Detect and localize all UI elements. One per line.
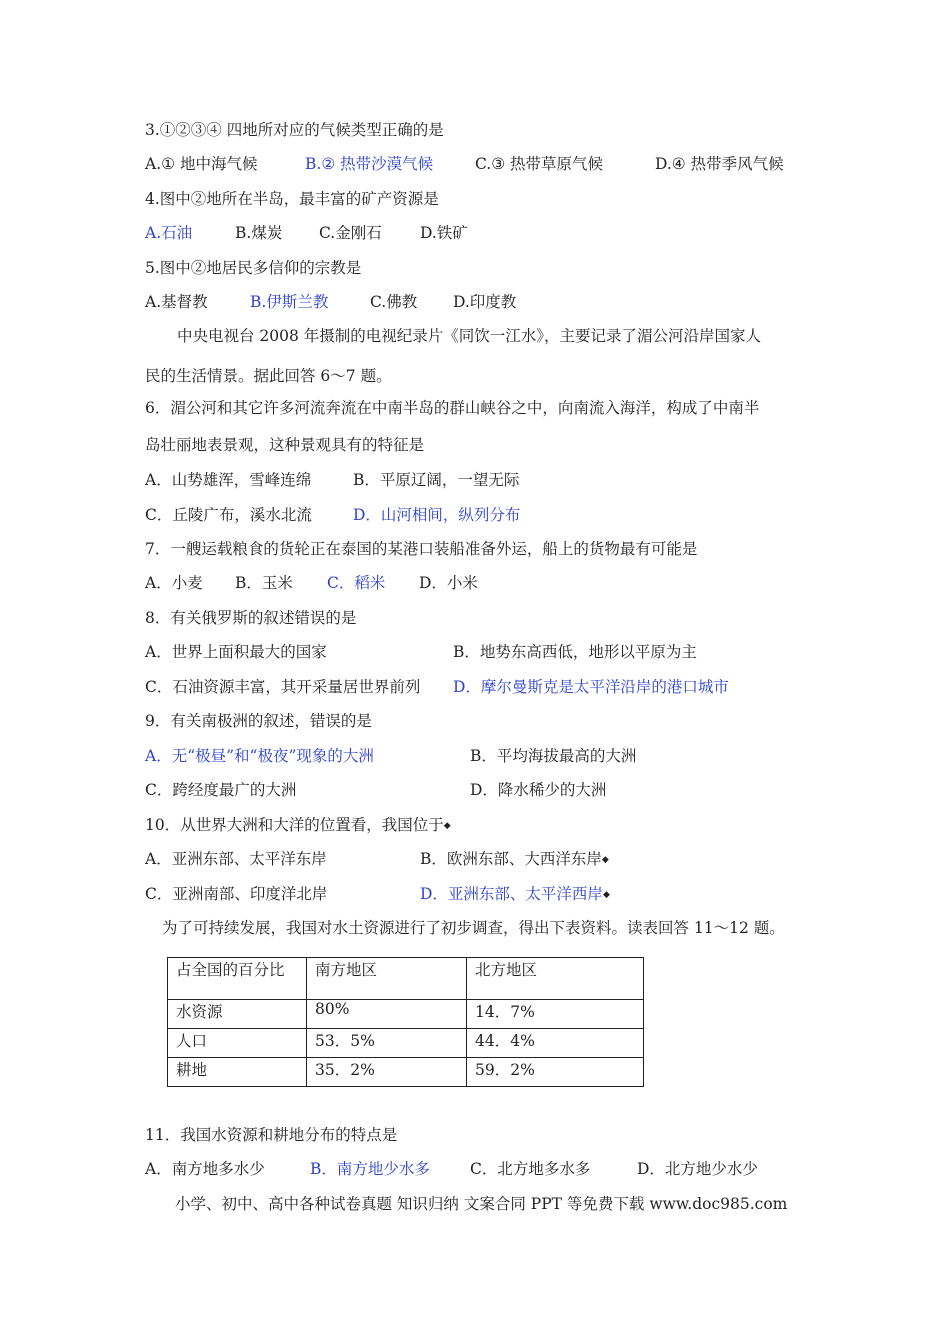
- q11-stem: 11．我国水资源和耕地分布的特点是: [145, 1126, 398, 1144]
- q7-option-b: B．玉米: [235, 574, 293, 592]
- table-header-cell: 南方地区: [307, 958, 467, 1000]
- q11-option-d: D．北方地少水少: [637, 1160, 758, 1178]
- diamond-mark-icon: ◆: [602, 890, 610, 900]
- q6-option-a: A．山势雄浑，雪峰连绵: [145, 471, 312, 489]
- passage1-line1: 中央电视台 2008 年摄制的电视纪录片《同饮一江水》，主要记录了湄公河沿岸国家人: [177, 327, 762, 345]
- table-cell: 人口: [168, 1029, 307, 1058]
- passage1-line2: 民的生活情景。据此回答 6～7 题。: [145, 367, 392, 385]
- q8-stem: 8．有关俄罗斯的叙述错误的是: [145, 609, 357, 627]
- q11-option-b: B．南方地少水多: [310, 1160, 430, 1178]
- diamond-mark-icon: ◆: [443, 821, 451, 831]
- q10-option-c: C．亚洲南部、印度洋北岸: [145, 885, 328, 903]
- q3-option-a: A.① 地中海气候: [145, 155, 258, 173]
- q6-stem-line1: 6．湄公河和其它许多河流奔流在中南半岛的群山峡谷之中，向南流入海洋，构成了中南半: [145, 399, 760, 417]
- q5-option-c: C.佛教: [370, 293, 418, 311]
- q5-option-d: D.印度教: [453, 293, 517, 311]
- table-cell: 水资源: [168, 1000, 307, 1029]
- table-header-cell: 占全国的百分比: [168, 958, 307, 1000]
- q8-option-c: C．石油资源丰富，其开采量居世界前列: [145, 678, 421, 696]
- q6-option-d: D．山河相间，纵列分布: [353, 506, 521, 524]
- q9-option-d: D．降水稀少的大洲: [470, 781, 607, 799]
- passage2: 为了可持续发展，我国对水土资源进行了初步调查，得出下表资料。读表回答 11～12 题。: [162, 919, 785, 937]
- q9-option-b: B．平均海拔最高的大洲: [470, 747, 637, 765]
- q10-option-b: B．欧洲东部、大西洋东岸: [420, 850, 602, 868]
- q10-option-d-wrap: [420, 884, 610, 905]
- q7-option-a: A．小麦: [145, 574, 203, 592]
- page-footer: 小学、初中、高中各种试卷真题 知识归纳 文案合同 PPT 等免费下载 www.doc985.com: [175, 1195, 788, 1213]
- q10-option-b-wrap: [420, 849, 609, 870]
- q9-option-a: A．无“极昼”和“极夜”现象的大洲: [145, 747, 374, 765]
- q4-option-d: D.铁矿: [420, 224, 468, 242]
- table-cell: 14．7%: [467, 1000, 644, 1029]
- q10-stem: 10．从世界大洲和大洋的位置看，我国位于: [145, 816, 444, 834]
- diamond-mark-icon: ◆: [601, 855, 609, 865]
- q3-option-d: D.④ 热带季风气候: [655, 155, 784, 173]
- q11-option-a: A．南方地多水少: [145, 1160, 265, 1178]
- q8-option-d: D．摩尔曼斯克是太平洋沿岸的港口城市: [453, 678, 729, 696]
- water-land-table: [167, 957, 644, 1087]
- table-row: [168, 1029, 644, 1058]
- q8-option-a: A．世界上面积最大的国家: [145, 643, 327, 661]
- table-cell: 80%: [307, 1000, 467, 1029]
- q3-option-c: C.③ 热带草原气候: [475, 155, 604, 173]
- table-row: [168, 1000, 644, 1029]
- q7-option-d: D．小米: [419, 574, 478, 592]
- q7-option-c: C．稻米: [327, 574, 386, 592]
- q10-option-a: A．亚洲东部、太平洋东岸: [145, 850, 327, 868]
- table-row: [168, 1058, 644, 1087]
- q4-option-a: A.石油: [145, 224, 193, 242]
- q6-option-b: B．平原辽阔，一望无际: [353, 471, 520, 489]
- q5-stem: 5.图中②地居民多信仰的宗教是: [145, 259, 362, 277]
- table-cell: 53．5%: [307, 1029, 467, 1058]
- table-header-row: [168, 958, 644, 1000]
- q5-option-a: A.基督教: [145, 293, 208, 311]
- q3-stem: 3.①②③④ 四地所对应的气候类型正确的是: [145, 121, 444, 139]
- q6-option-c: C．丘陵广布，溪水北流: [145, 506, 312, 524]
- table-cell: 59．2%: [467, 1058, 644, 1087]
- q4-stem: 4.图中②地所在半岛，最丰富的矿产资源是: [145, 190, 439, 208]
- q6-stem-line2: 岛壮丽地表景观，这种景观具有的特征是: [145, 436, 425, 454]
- q4-option-b: B.煤炭: [235, 224, 283, 242]
- q9-stem: 9．有关南极洲的叙述，错误的是: [145, 712, 372, 730]
- q5-option-b: B.伊斯兰教: [250, 293, 329, 311]
- q7-stem: 7．一艘运载粮食的货轮正在泰国的某港口装船准备外运，船上的货物最有可能是: [145, 540, 698, 558]
- q3-option-b: B.② 热带沙漠气候: [305, 155, 434, 173]
- q10-stem-row: [145, 815, 451, 836]
- q9-option-c: C．跨经度最广的大洲: [145, 781, 297, 799]
- table-cell: 35．2%: [307, 1058, 467, 1087]
- q8-option-b: B．地势东高西低，地形以平原为主: [453, 643, 697, 661]
- q4-option-c: C.金刚石: [319, 224, 382, 242]
- q10-option-d: D．亚洲东部、太平洋西岸: [420, 885, 603, 903]
- q11-option-c: C．北方地多水多: [470, 1160, 591, 1178]
- table-header-cell: 北方地区: [467, 958, 644, 1000]
- table-cell: 耕地: [168, 1058, 307, 1087]
- table-cell: 44．4%: [467, 1029, 644, 1058]
